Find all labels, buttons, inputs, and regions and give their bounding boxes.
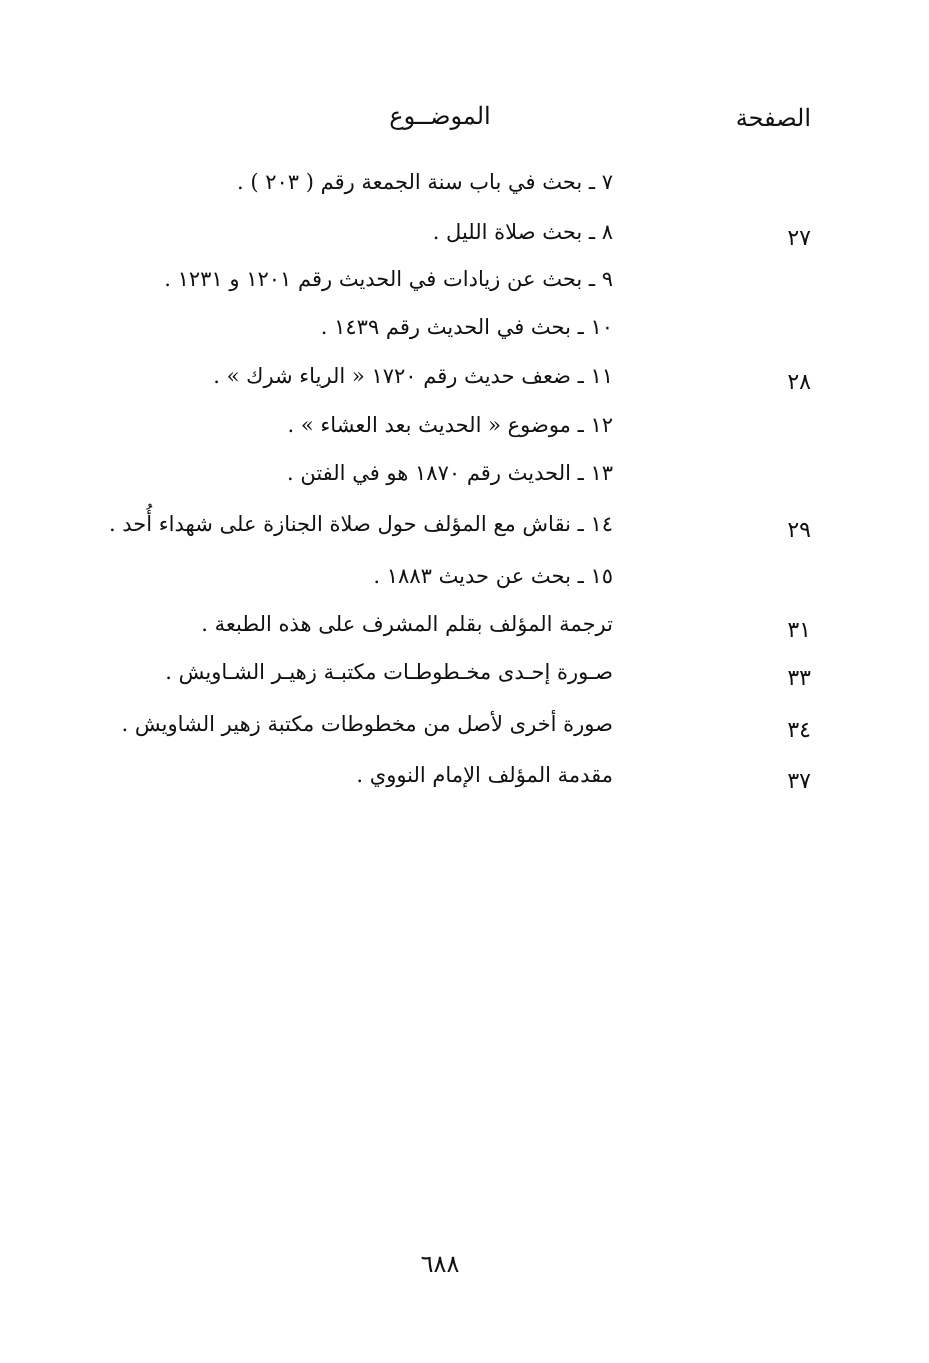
toc-entry-text: ١٢ ـ موضوع « الحديث بعد العشاء » . <box>287 413 613 437</box>
toc-entry <box>0 612 929 652</box>
toc-entry <box>0 220 929 260</box>
toc-entry-text: ١٥ ـ بحث عن حديث ١٨٨٣ . <box>373 564 613 588</box>
footer-page-number: ٦٨٨ <box>420 1250 460 1278</box>
toc-entry-text: ١١ ـ ضعف حديث رقم ١٧٢٠ « الرياء شرك » . <box>213 364 613 388</box>
toc-page-number: ٢٩ <box>787 518 811 543</box>
toc-entry <box>0 170 929 210</box>
toc-entry <box>0 461 929 501</box>
toc-page-number: ٢٨ <box>787 370 811 395</box>
topic-column-header: الموضــوع <box>389 102 491 130</box>
toc-page-number: ٣٣ <box>787 666 811 691</box>
toc-page-number: ٣٤ <box>787 718 811 743</box>
toc-entry-text: صورة أخرى لأصل من مخطوطات مكتبة زهير الشاويش . <box>121 712 613 736</box>
toc-entry <box>0 660 929 700</box>
toc-entry-text: ١٣ ـ الحديث رقم ١٨٧٠ هو في الفتن . <box>286 461 613 485</box>
toc-entry <box>0 763 929 803</box>
toc-entry <box>0 364 929 404</box>
toc-entry <box>0 315 929 355</box>
toc-entry <box>0 267 929 307</box>
toc-entry <box>0 512 929 552</box>
toc-page-number: ٣١ <box>787 618 811 643</box>
toc-entry-text: ترجمة المؤلف بقلم المشرف على هذه الطبعة . <box>201 612 613 636</box>
toc-entry-text: ٧ ـ بحث في باب سنة الجمعة رقم ( ٢٠٣ ) . <box>236 170 613 194</box>
toc-entry-text: ١٤ ـ نقاش مع المؤلف حول صلاة الجنازة على شهداء أُحد . <box>108 512 613 536</box>
toc-entry-text: ٨ ـ بحث صلاة الليل . <box>432 220 613 244</box>
toc-entry-text: ٩ ـ بحث عن زيادات في الحديث رقم ١٢٠١ و ١٢٣١ . <box>164 267 613 291</box>
toc-entry-text: صـورة إحـدى مخـطوطـات مكتبـة زهيـر الشـاويش . <box>165 660 613 684</box>
toc-entry <box>0 413 929 453</box>
toc-page-number: ٢٧ <box>787 226 811 251</box>
toc-entry <box>0 712 929 752</box>
page-column-header: الصفحة <box>735 104 811 132</box>
toc-entry-text: مقدمة المؤلف الإمام النووي . <box>356 763 613 787</box>
toc-page-number: ٣٧ <box>787 769 811 794</box>
toc-entry-text: ١٠ ـ بحث في الحديث رقم ١٤٣٩ . <box>320 315 613 339</box>
toc-entry <box>0 564 929 604</box>
